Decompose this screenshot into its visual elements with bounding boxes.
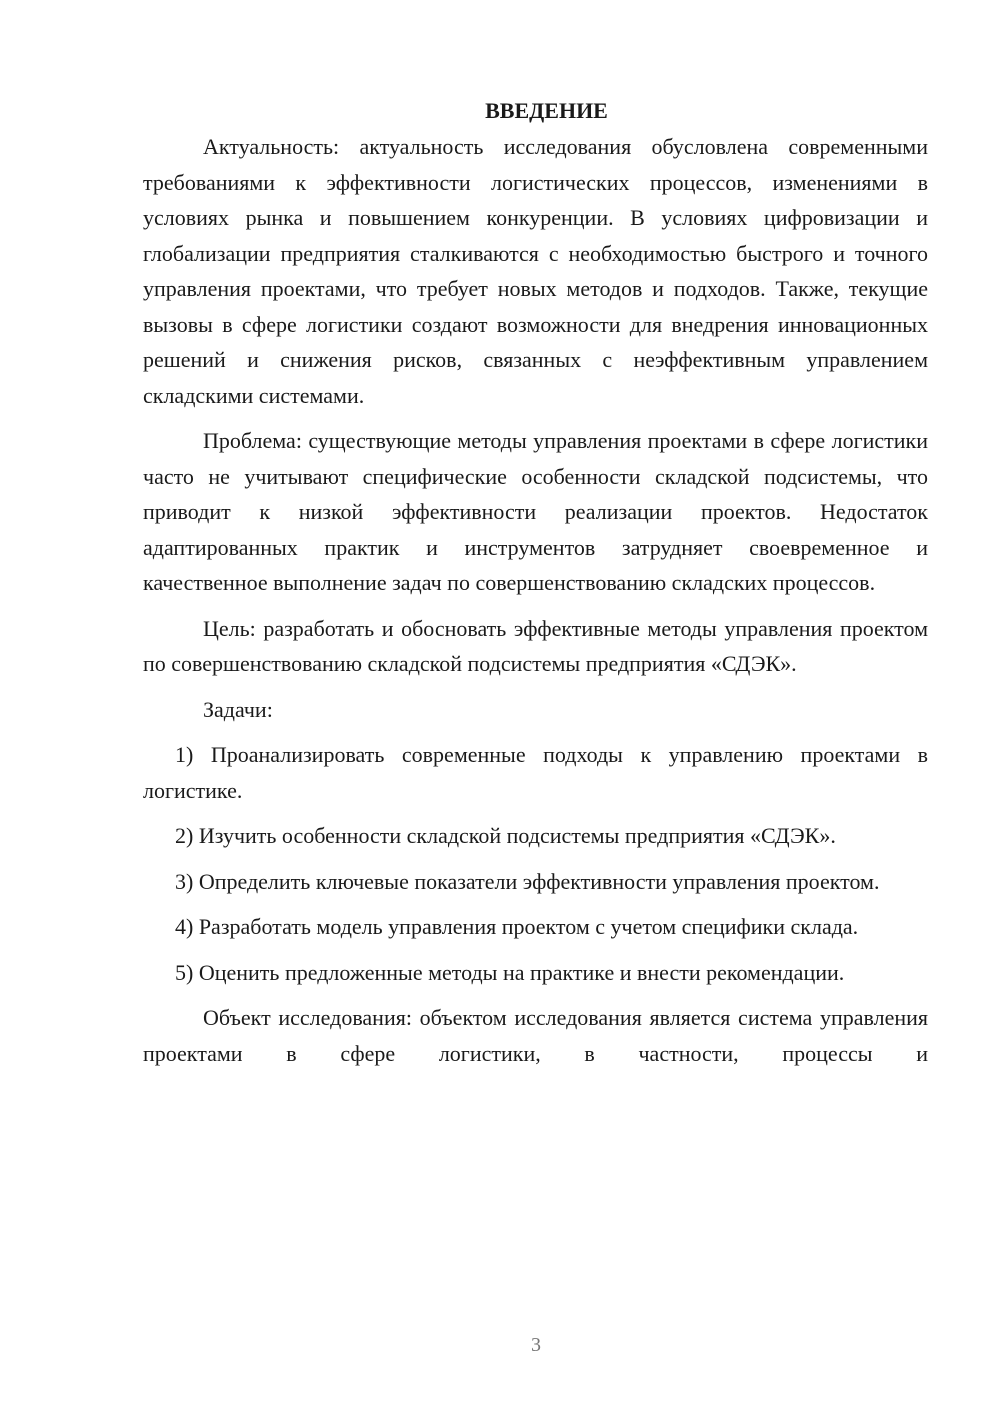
task-item-1: 1) Проанализировать современные подходы к управлению проектами в логистике. (143, 742, 928, 803)
object-paragraph: Объект исследования: объектом исследования является система управления проектами в сфере логистики, в частности, процессы и (143, 1005, 928, 1066)
goal-paragraph: Цель: разработать и обосновать эффективные методы управления проектом по совершенствованию складской подсистемы предприятия «СДЭК». (143, 615, 928, 676)
problem-paragraph: Проблема: существующие методы управления проектами в сфере логистики часто не учитывают специфические особенности складской подсистемы, что приводит к низкой эффективности реализации проектов. Недостаток адаптированных практик и инструментов затрудняет своевременное и качественное выполнение задач по совершенствованию складских процессов. (143, 428, 928, 595)
page-content (143, 93, 928, 1071)
tasks-list (143, 737, 928, 990)
task-item-2: 2) Изучить особенности складской подсистемы предприятия «СДЭК». (175, 823, 836, 848)
task-item-3: 3) Определить ключевые показатели эффективности управления проектом. (175, 868, 880, 894)
tasks-label: Задачи: (203, 696, 273, 722)
page-number: 3 (531, 1334, 541, 1356)
relevance-paragraph: Актуальность: актуальность исследования обусловлена современными требованиями к эффективности логистических процессов, изменениями в условиях рынка и повышением конкуренции. В условиях цифровизации и глобализации предприятия сталкиваются с необходимостью быстрого и точного управления проектами, что требует новых методов и подходов. Также, текущие вызовы в сфере логистики создают возможности для внедрения инновационных решений и снижения рисков, связанных с неэффективным управлением складскими системами. (143, 134, 928, 408)
task-item-5: 5) Оценить предложенные методы на практике и внести рекомендации. (175, 959, 845, 985)
task-item-4: 4) Разработать модель управления проектом с учетом специфики склада. (175, 914, 859, 939)
section-heading: ВВЕДЕНИЕ (485, 98, 608, 123)
